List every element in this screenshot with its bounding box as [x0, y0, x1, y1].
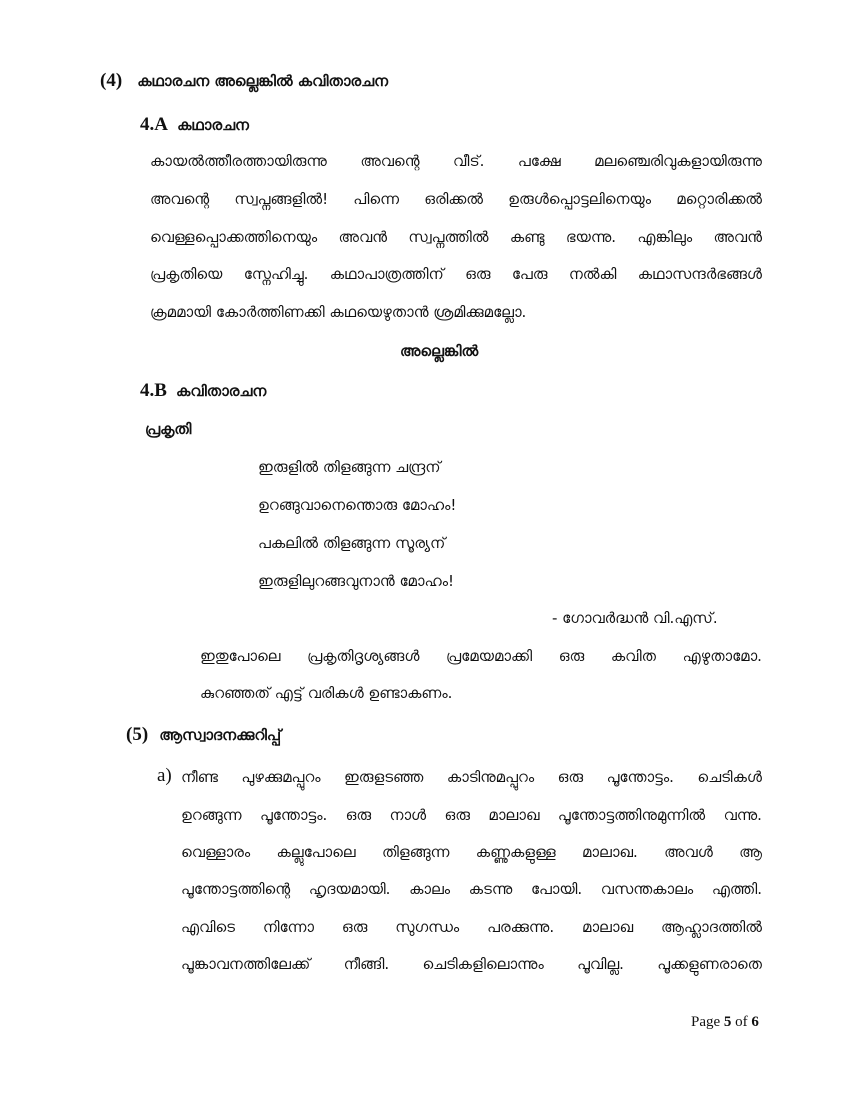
word: ഒരു [465, 265, 491, 283]
q4a-line-2 [150, 190, 762, 208]
q4a-line-1 [150, 152, 762, 170]
word: ഒരു [341, 918, 368, 936]
q4a-heading [140, 114, 249, 136]
word: പോയി. [530, 880, 583, 898]
word: അവന്റെ [150, 190, 210, 208]
q4-heading [100, 70, 388, 92]
word: മാലാഖ [488, 806, 540, 824]
word: കായൽത്തീരത്തായിരുന്നു [150, 152, 327, 170]
poem-line-3: പകലിൽ തിളങ്ങുന്ന സൂര്യന് [258, 534, 446, 552]
poem-line-1: ഇരുളിൽ തിളങ്ങുന്ന ചന്ദ്രന് [258, 458, 441, 476]
word: എങ്കിലും [637, 228, 693, 246]
poem-line-4: ഇരുളിലുറങ്ങവുനാൻ മോഹം! [258, 572, 455, 590]
word: കാടിനുമപ്പുറം [446, 768, 535, 786]
word: വെള്ളാരം [181, 843, 251, 861]
word: മറ്റൊരിക്കൽ [676, 190, 762, 208]
word: ഉറങ്ങുന്ന [181, 806, 242, 824]
poem-line-2: ഉറങ്ങുവാനെന്തൊരു മോഹം! [258, 496, 457, 514]
q5-title: ആസ്വാദനക്കുറിപ്പ് [159, 726, 282, 744]
word: ഉരുൾപ്പൊട്ടലിനെയും [508, 190, 652, 208]
q5-number: (5) [126, 724, 149, 745]
word: ഹൃദയമായി. [308, 880, 391, 898]
word: സ്വപ്നത്തിൽ [408, 228, 489, 246]
word: പ്രമേയമാക്കി [446, 647, 533, 665]
q4-number: (4) [100, 70, 123, 91]
q5-line-1 [181, 768, 762, 786]
word: മാലാഖ. [581, 843, 638, 861]
word: കഥാസന്ദർഭങ്ങൾ [637, 265, 762, 283]
word: ഇതുപോലെ [200, 647, 281, 665]
word: എത്തി. [711, 880, 762, 898]
word: തിളങ്ങുന്ന [381, 843, 450, 861]
word: പൂക്കളുണരാതെ [657, 955, 762, 973]
page-number [691, 1014, 759, 1031]
q4b-heading [140, 380, 266, 402]
word: അവന്റെ [360, 152, 420, 170]
page-word: Page [691, 1014, 721, 1030]
q4a-label: 4.A [140, 114, 168, 135]
q4a-line-5: ക്രമമായി കോർത്തിണക്കി കഥയെഴുതാൻ ശ്രമിക്കുമല്ലോ. [150, 303, 527, 321]
word: നീങ്ങി. [343, 955, 390, 973]
q4a-line-4 [150, 265, 762, 283]
word: നീണ്ട [181, 768, 218, 786]
word: പ്രകൃതിയെ [150, 265, 223, 283]
word: സ്വപ്നങ്ങളിൽ! [234, 190, 329, 208]
or-separator: അല്ലെങ്കിൽ [400, 342, 479, 360]
q4a-line-3 [150, 228, 762, 246]
page-total: 6 [751, 1014, 759, 1030]
word: പൂന്തോട്ടം. [606, 768, 674, 786]
q5-item-label: a) [157, 765, 172, 786]
poem-title: പ്രകൃതി [145, 420, 192, 438]
word: സ്നേഹിച്ചു. [243, 265, 309, 283]
q4b-label: 4.B [140, 380, 167, 401]
word: വീട്. [453, 152, 485, 170]
word: പൂന്തോട്ടത്തിനുമുന്നിൽ [557, 806, 706, 824]
q5-line-2 [181, 806, 762, 824]
word: പൂന്തോട്ടം. [259, 806, 328, 824]
word: കണ്ടു [509, 228, 545, 246]
word: അവൾ [664, 843, 713, 861]
word: കവിത [610, 647, 656, 665]
word: ഒരു [557, 768, 584, 786]
word: ഒരിക്കൽ [424, 190, 483, 208]
word: ഒരു [558, 647, 585, 665]
word: ഒരു [444, 806, 470, 824]
word: ചെടികൾ [697, 768, 762, 786]
word: ആ [739, 843, 762, 861]
word: കഥാപാത്രത്തിന് [329, 265, 444, 283]
q4b-instruction-line-2: കുറഞ്ഞത് എട്ട് വരികൾ ഉണ്ടാകണം. [200, 684, 453, 702]
word: വെള്ളപ്പൊക്കത്തിനെയും [150, 228, 318, 246]
word: എവിടെ [181, 918, 236, 936]
q4b-instruction-line-1 [200, 647, 762, 665]
word: അവൻ [338, 228, 388, 246]
word: വസന്തകാലം [600, 880, 694, 898]
q4b-title: കവിതാരചന [176, 382, 267, 400]
q5-line-6 [181, 955, 762, 973]
word: ഒരു [345, 806, 372, 824]
word: കടന്നു [468, 880, 513, 898]
q5-line-3 [181, 843, 762, 861]
word: വന്നു. [723, 806, 762, 824]
word: പേരു [511, 265, 548, 283]
word: നാൾ [389, 806, 427, 824]
poem-author: - ഗോവർദ്ധൻ വി.എസ്. [552, 609, 718, 627]
word: ചെടികളിലൊന്നും [422, 955, 544, 973]
word: പിന്നെ [353, 190, 400, 208]
q4a-title: കഥാരചന [177, 116, 249, 134]
word: ആഹ്ലാദത്തിൽ [661, 918, 762, 936]
word: കണ്ണുകളുള്ള [475, 843, 556, 861]
word: പക്ഷേ [517, 152, 561, 170]
word: പ്രകൃതിദൃശ്യങ്ങൾ [307, 647, 420, 665]
word: പൂന്തോട്ടത്തിന്റെ [181, 880, 291, 898]
word: നൽകി [568, 265, 617, 283]
word: ഇരുളടഞ്ഞ [344, 768, 424, 786]
word: എഴുതാമോ. [682, 647, 762, 665]
word: പൂങ്കാവനത്തിലേക്ക് [181, 955, 311, 973]
word: കാലം [409, 880, 451, 898]
word: അവൻ [713, 228, 762, 246]
word: പുഴക്കുമപ്പുറം [241, 768, 321, 786]
page-of-word: of [735, 1014, 748, 1030]
word: നിന്നോ [262, 918, 315, 936]
word: പൂവില്ല. [577, 955, 624, 973]
word: മലഞ്ചെരിവുകളായിരുന്നു [594, 152, 762, 170]
page-current: 5 [723, 1014, 732, 1030]
q5-line-4 [181, 880, 762, 898]
word: കല്ലുപോലെ [276, 843, 356, 861]
q5-line-5 [181, 918, 762, 936]
word: മാലാഖ [582, 918, 634, 936]
word: സുഗന്ധം [395, 918, 460, 936]
q5-heading [126, 724, 281, 746]
word: ഭയന്നു. [565, 228, 617, 246]
word: പരക്കുന്നു. [487, 918, 555, 936]
q4-title: കഥാരചന അല്ലെങ്കിൽ കവിതാരചന [137, 72, 389, 90]
